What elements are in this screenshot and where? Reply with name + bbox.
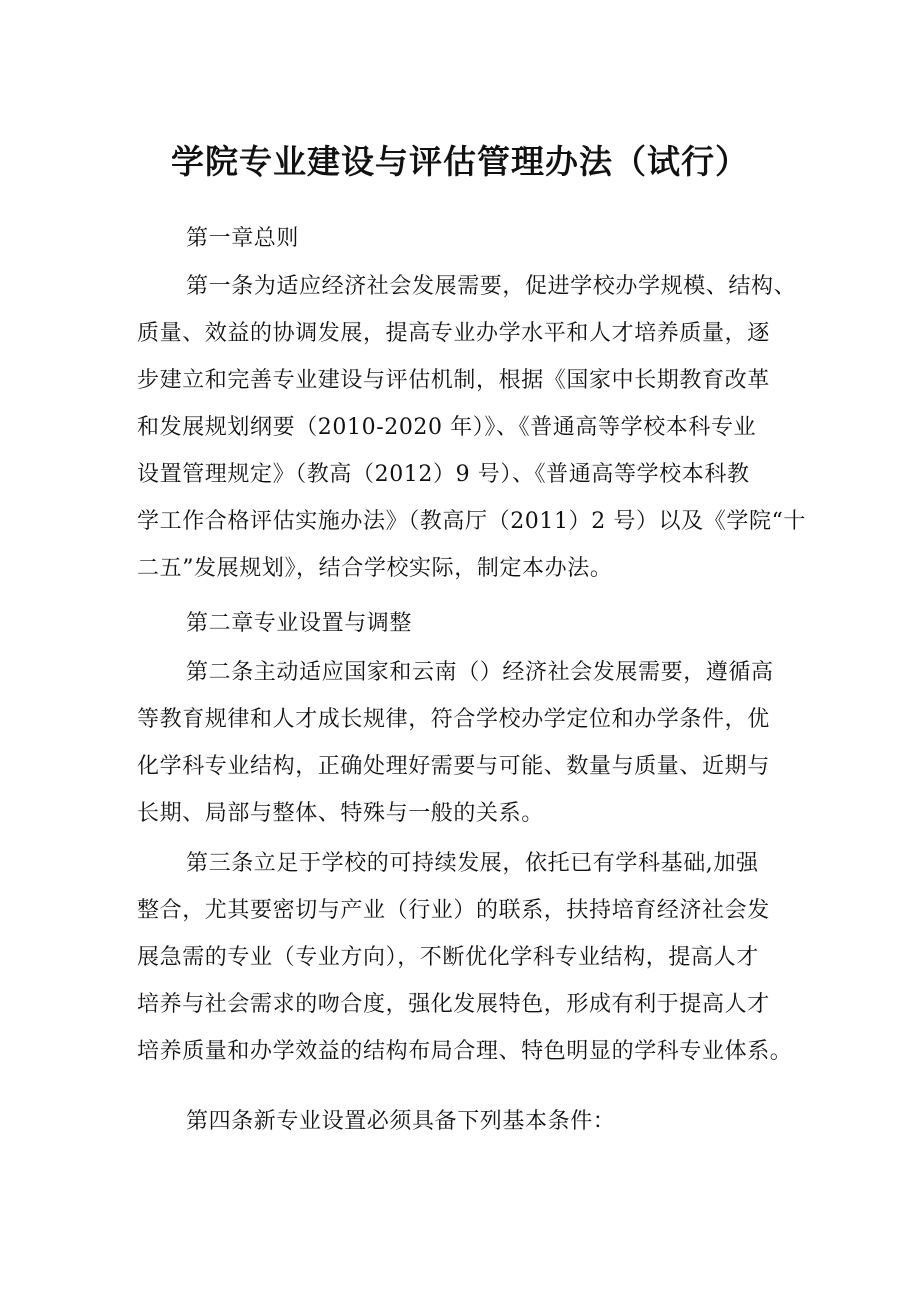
article-1-line: 第一条为适应经济社会发展需要，促进学校办学规模、结构、	[186, 274, 797, 299]
article-3-line: 第三条立足于学校的可持续发展，依托已有学科基础,加强	[186, 851, 759, 876]
article-1-line: 学工作合格评估实施办法》（教高厅（2011）2 号）以及《学院“十	[137, 509, 807, 534]
article-3-line: 展急需的专业（专业方向），不断优化学科专业结构，提高人才	[137, 945, 759, 970]
article-3-line: 培养与社会需求的吻合度，强化发展特色，形成有利于提高人才	[137, 992, 770, 1017]
article-1-line: 步建立和完善专业建设与评估机制，根据《国家中长期教育改革	[137, 368, 770, 393]
article-1-line: 质量、效益的协调发展，提高专业办学水平和人才培养质量，逐	[137, 321, 770, 346]
article-2-line: 化学科专业结构，正确处理好需要与可能、数量与质量、近期与	[137, 754, 770, 779]
chapter-1-heading: 第一章总则	[186, 226, 300, 251]
document-title: 学院专业建设与评估管理办法（试行）	[171, 142, 749, 181]
article-3-line: 整合，尤其要密切与产业（行业）的联系，扶持培育经济社会发	[137, 898, 770, 923]
article-2-line: 长期、局部与整体、特殊与一般的关系。	[137, 801, 544, 826]
article-1-line: 和发展规划纲要（2010-2020 年）》、《普通高等学校本科专业	[137, 415, 757, 440]
article-2-line: 第二条主动适应国家和云南（）经济社会发展需要，遵循高	[186, 660, 774, 685]
article-1-line: 二五”发展规划》，结合学校实际，制定本办法。	[137, 556, 613, 581]
article-4-line: 第四条新专业设置必须具备下列基本条件：	[186, 1109, 616, 1134]
article-1-paragraph	[137, 263, 807, 592]
chapter-2-heading: 第二章专业设置与调整	[186, 611, 413, 636]
article-2-line: 等教育规律和人才成长规律，符合学校办学定位和办学条件，优	[137, 707, 770, 732]
article-3-paragraph	[137, 840, 797, 1075]
article-3-line: 培养质量和办学效益的结构布局合理、特色明显的学科专业体系。	[137, 1039, 793, 1064]
article-2-paragraph	[137, 649, 797, 837]
article-1-line: 设置管理规定》（教高（2012）9 号）、《普通高等学校本科教	[137, 462, 750, 487]
